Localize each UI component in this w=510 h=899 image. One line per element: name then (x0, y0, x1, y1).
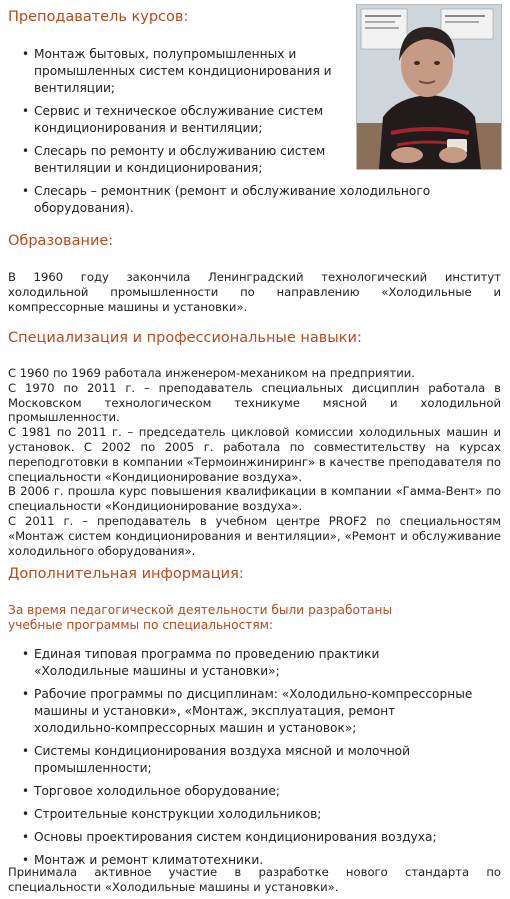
list-item: • Слесарь по ремонту и обслуживанию систем вентиляции и кондиционирования; (8, 143, 418, 177)
list-item: • Слесарь – ремонтник (ремонт и обслуживание холодильного оборудования). (8, 183, 454, 217)
specialization-paragraph: С 1981 по 2011 г. – председатель цикловой комиссии холодильных машин и установок. С 2002 по 2005 г. работала по совместительству на курсах переподготовки в компании «Термоинжиниринг» в качестве преподавателя по специальности «Кондиционирование воздуха». (8, 425, 501, 484)
heading-additional: Дополнительная информация: (8, 566, 244, 582)
list-item: • Сервис и техническое обслуживание систем кондиционирования и вентиляции; (8, 103, 418, 137)
closing-text: Принимала активное участие в разработке нового стандарта по специальности «Холодильные машины и установки». (8, 865, 501, 894)
list-item: • Торговое холодильное оборудование; (8, 783, 478, 800)
list-item: • Основы проектирования систем кондиционирования воздуха; (8, 829, 478, 846)
list-item: • Системы кондиционирования воздуха мясной и молочной промышленности; (8, 743, 478, 777)
heading-education: Образование: (8, 233, 114, 249)
specialization-paragraph: С 1970 по 2011 г. – преподаватель специальных дисциплин работала в Московском технологическом техникуме мясной и холодильной промышленности. (8, 380, 501, 425)
list-item: • Строительные конструкции холодильников; (8, 806, 478, 823)
additional-subheading: За время педагогической деятельности были разработаны учебные программы по специальностям: (8, 603, 393, 632)
specialization-paragraph: С 2011 г. – преподаватель в учебном центре PROF2 по специальностям «Монтаж систем кондиционирования и вентиляции», «Ремонт и обслуживание холодильного оборудования». (8, 513, 501, 558)
specialization-paragraph: С 1960 по 1969 работала инженером-механиком на предприятии. (8, 366, 415, 380)
heading-teacher: Преподаватель курсов: (8, 9, 189, 25)
specialization-text (8, 366, 501, 558)
list-item: • Единая типовая программа по проведению практики «Холодильные машины и установки»; (8, 646, 478, 680)
list-item: • Рабочие программы по дисциплинам: «Холодильно-компрессорные машины и установки», «Монтаж, эксплуатация, ремонт холодильно-компрессорных машин и установок»; (8, 686, 478, 737)
programs-list (8, 646, 478, 875)
education-text: В 1960 году закончила Ленинградский технологический институт холодильной промышленности по направлению «Холодильные и компрессорные машины и установки». (8, 270, 501, 314)
specialization-paragraph: В 2006 г. прошла курс повышения квалификации в компании «Гамма-Вент» по специальности «Кондиционирование воздуха». (8, 484, 501, 514)
heading-specialization: Специализация и профессиональные навыки: (8, 330, 362, 346)
list-item: • Монтаж и ремонт климатотехники. (8, 852, 478, 869)
teacher-courses-list (8, 46, 431, 223)
list-item: • Монтаж бытовых, полупромышленных и промышленных систем кондиционирования и вентиляции; (8, 46, 418, 97)
